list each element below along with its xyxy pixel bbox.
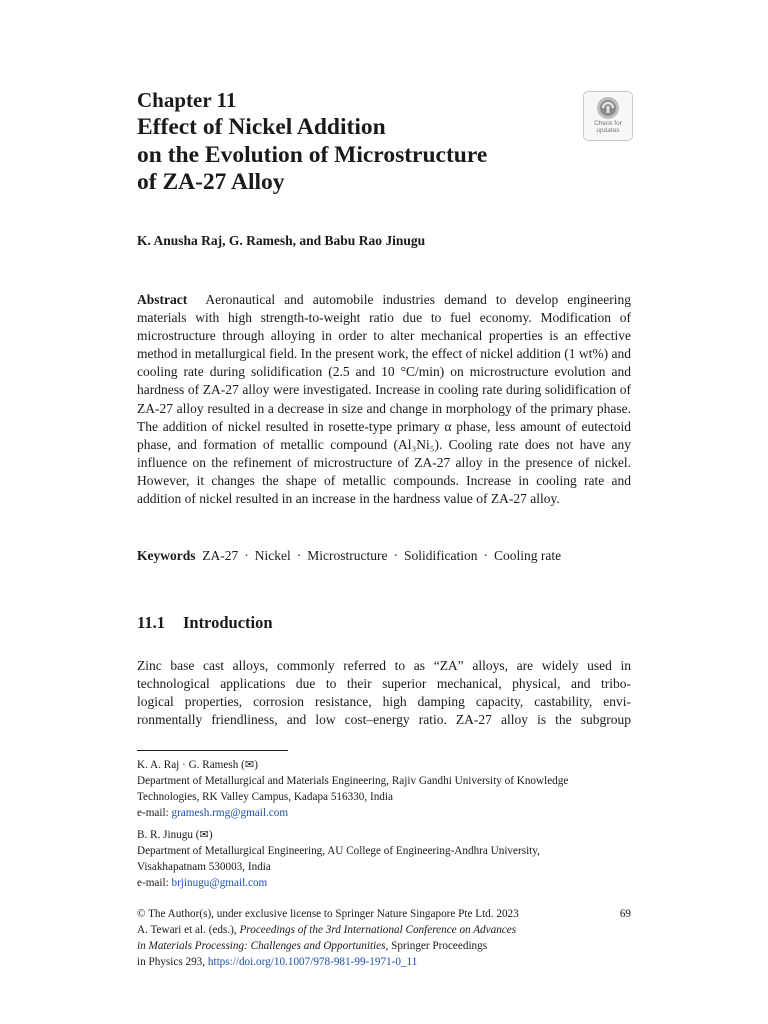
affiliation-department: Technologies, RK Valley Campus, Kadapa 516330, India xyxy=(137,791,393,803)
abstract-label: Abstract xyxy=(137,292,188,307)
page-number: 69 xyxy=(619,908,631,920)
keyword-separator: · xyxy=(296,548,302,563)
affiliation-footnote xyxy=(137,757,631,821)
series-name: , Springer Proceedings xyxy=(385,940,488,952)
copyright-footnote xyxy=(137,906,631,970)
doi-link[interactable]: https://doi.org/10.1007/978-981-99-1971-0_11 xyxy=(207,956,418,968)
chapter-title-line: Effect of Nickel Addition xyxy=(137,114,386,140)
email-label: e-mail: xyxy=(137,877,172,889)
check-for-updates-label: Check for xyxy=(594,120,622,127)
abstract-text: Aeronautical and automobile industries demand to develop engineering materials with high strength-to-weight ratio due to fuel economy. Modification of microstructure through alloying in order to alter mechanical properties is an effective method in metallurgical field. In the present work, the effect of nickel addition (1 wt%) and cooling rate during solidification (2.5 and 10 °C/min) on microstructure evolution and hardness of ZA-27 alloy were investigated. Increase in cooling rate during solidification of ZA-27 alloy resulted in a decrease in size and change in morphology of the primary phase. The addition of nickel resulted in rosette-type primary α phase, less amount of eutectoid phase, and formation of metallic compound (Al₃Ni₅). Cooling rate does not have any influence on the refinement of microstructure of ZA-27 alloy in the presence of nickel. However, it changes the shape of metallic compounds. Increase in cooling rate and addition of nickel resulted in an increase in the hardness value of ZA-27 alloy. xyxy=(137,292,631,507)
affiliation-email-line xyxy=(137,805,631,821)
affiliation-authors: B. R. Jinugu (✉) xyxy=(137,829,213,841)
section-number: 11.1 xyxy=(137,613,165,632)
keyword: Microstructure xyxy=(307,548,388,563)
affiliation-authors: K. A. Raj · G. Ramesh (✉) xyxy=(137,759,258,771)
affiliation-department: Department of Metallurgical and Materials Engineering, Rajiv Gandhi University of Knowledge xyxy=(137,775,569,787)
citation-line xyxy=(137,922,631,938)
chapter-title-line: of ZA-27 Alloy xyxy=(137,169,285,195)
section-title: Introduction xyxy=(182,613,273,632)
keyword: Cooling rate xyxy=(493,548,562,563)
intro-line: logical properties, corrosion resistance, high damping capacity, castability, envi- xyxy=(137,694,631,710)
email-link[interactable]: brjinugu@gmail.com xyxy=(171,877,268,889)
proceedings-title: Proceedings of the 3rd International Conference on Advances xyxy=(239,924,517,936)
footnote-divider xyxy=(137,750,288,751)
introduction-paragraph xyxy=(137,657,631,729)
affiliation-department: Visakhapatnam 530003, India xyxy=(137,861,271,873)
abstract xyxy=(137,291,631,508)
citation-line xyxy=(137,954,631,970)
keyword-separator: · xyxy=(483,548,488,563)
email-link[interactable]: gramesh.rmg@gmail.com xyxy=(171,807,289,819)
author-list: K. Anusha Raj, G. Ramesh, and Babu Rao Jinugu xyxy=(137,233,426,248)
keyword: Solidification xyxy=(403,548,478,563)
check-for-updates-label: updates xyxy=(596,127,620,134)
copyright-text: © The Author(s), under exclusive license to Springer Nature Singapore Pte Ltd. 2023 xyxy=(137,908,519,920)
keyword: Nickel xyxy=(254,548,291,563)
section-heading xyxy=(137,613,273,633)
email-label: e-mail: xyxy=(137,807,172,819)
intro-line: technological applications due to their superior mechanical, physical, and tribo- xyxy=(137,676,631,692)
affiliation-department: Department of Metallurgical Engineering, AU College of Engineering-Andhra University, xyxy=(137,845,540,857)
chapter-title-line: on the Evolution of Microstructure xyxy=(137,141,488,168)
chapter-title xyxy=(137,114,557,197)
keyword: ZA-27 xyxy=(202,548,239,563)
intro-line: ronmentally friendliness, and low cost–energy ratio. ZA-27 alloy is the subgroup xyxy=(137,712,631,728)
keyword-separator: · xyxy=(244,548,249,563)
chapter-number: Chapter 11 xyxy=(137,88,237,112)
citation-line xyxy=(137,938,631,954)
series-volume: in Physics 293, xyxy=(137,956,208,968)
keyword-separator: · xyxy=(393,548,398,563)
affiliation-email-line xyxy=(137,875,631,891)
copyright-line xyxy=(137,906,631,922)
proceedings-subtitle: in Materials Processing: Challenges and Opportunities xyxy=(137,940,386,952)
affiliation-footnote xyxy=(137,827,631,891)
check-for-updates-icon xyxy=(596,96,620,120)
check-for-updates-badge[interactable] xyxy=(583,91,633,141)
keywords xyxy=(137,548,561,564)
citation-editors: A. Tewari et al. (eds.), xyxy=(137,924,240,936)
intro-line: Zinc base cast alloys, commonly referred to as “ZA” alloys, are widely used in xyxy=(137,658,631,673)
keywords-label: Keywords xyxy=(137,548,196,563)
